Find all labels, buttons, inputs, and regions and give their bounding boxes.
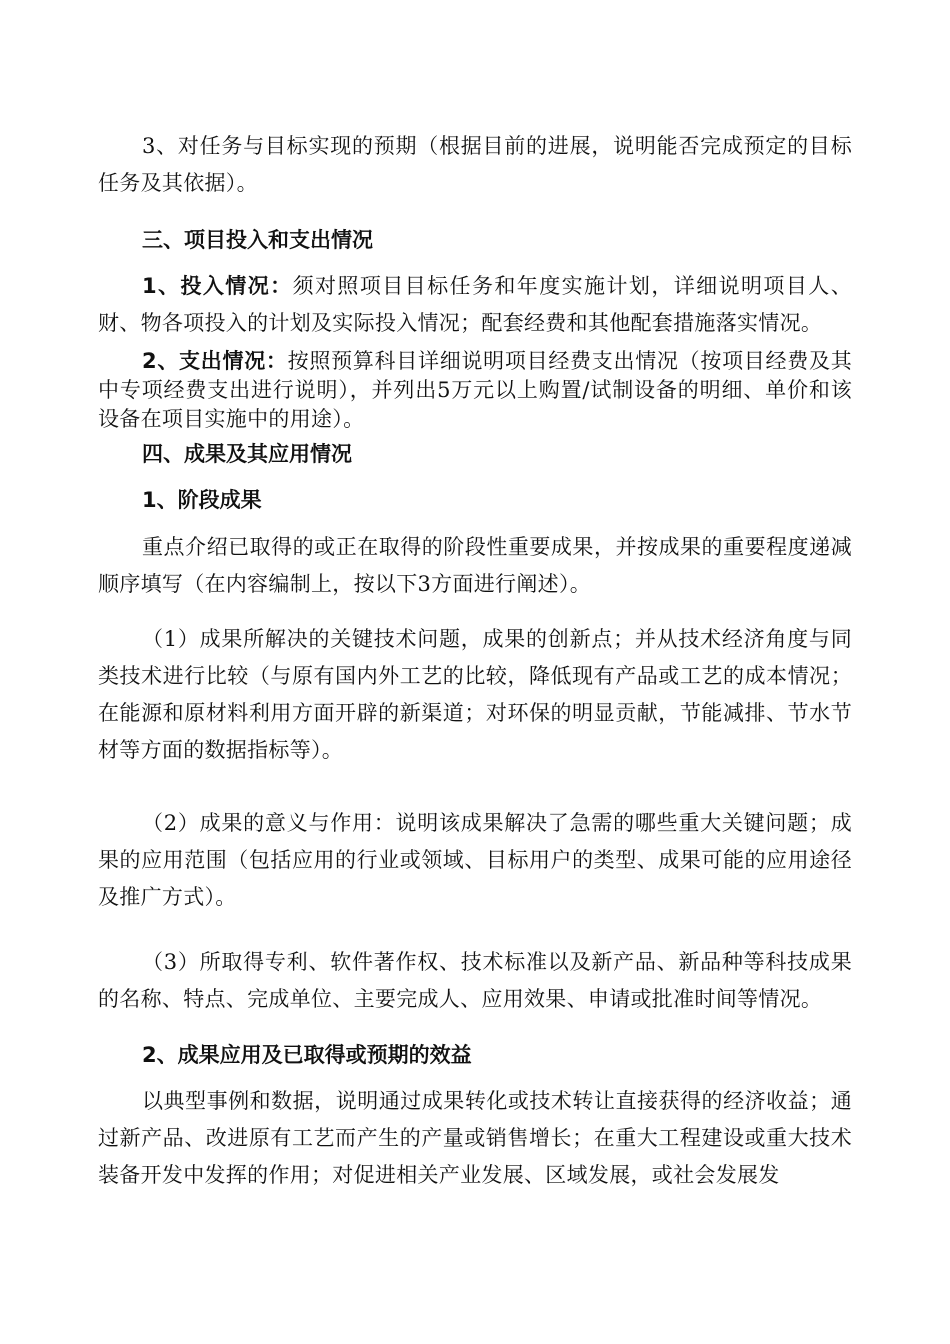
paragraph-task-expectation: 3、对任务与目标实现的预期（根据目前的进展，说明能否完成预定的目标任务及其依据）。 bbox=[98, 134, 852, 195]
paragraph-expense-body: 按照预算科目详细说明项目经费支出情况（按项目经费及其中专项经费支出进行说明），并列出5万元以上购置/试制设备的明细、单价和该设备在项目实施中的用途）。 bbox=[98, 349, 852, 431]
subsection-heading-stage-results: 1、阶段成果 bbox=[142, 488, 262, 512]
section-heading-4: 四、成果及其应用情况 bbox=[142, 442, 352, 466]
paragraph-item-3: （3）所取得专利、软件著作权、技术标准以及新产品、新品种等科技成果的名称、特点、完成单位、主要完成人、应用效果、申请或批准时间等情况。 bbox=[98, 950, 852, 1011]
subsection-heading-benefits: 2、成果应用及已取得或预期的效益 bbox=[142, 1043, 472, 1067]
paragraph-item-1: （1）成果所解决的关键技术问题，成果的创新点；并从技术经济角度与同类技术进行比较（与原有国内外工艺的比较，降低现有产品或工艺的成本情况；在能源和原材料利用方面开辟的新渠道；对环保的明显贡献，节能减排、节水节材等方面的数据指标等）。 bbox=[98, 627, 852, 762]
paragraph-benefits: 以典型事例和数据，说明通过成果转化或技术转让直接获得的经济收益；通过新产品、改进原有工艺而产生的产量或销售增长；在重大工程建设或重大技术装备开发中发挥的作用；对促进相关产业发展、区域发展，或社会发展发 bbox=[98, 1089, 852, 1187]
paragraph-input-lead: 1、投入情况： bbox=[142, 274, 293, 298]
section-heading-3: 三、项目投入和支出情况 bbox=[142, 228, 373, 252]
paragraph-expense-lead: 2、支出情况： bbox=[142, 349, 288, 373]
paragraph-input-body: 须对照项目目标任务和年度实施计划，详细说明项目人、财、物各项投入的计划及实际投入情况；配套经费和其他配套措施落实情况。 bbox=[98, 274, 853, 335]
paragraph-expense bbox=[98, 347, 852, 434]
paragraph-item-2: （2）成果的意义与作用：说明该成果解决了急需的哪些重大关键问题；成果的应用范围（包括应用的行业或领域、目标用户的类型、成果可能的应用途径及推广方式）。 bbox=[98, 811, 852, 909]
paragraph-stage-results: 重点介绍已取得的或正在取得的阶段性重要成果，并按成果的重要程度递减顺序填写（在内容编制上，按以下3方面进行阐述）。 bbox=[98, 535, 852, 596]
paragraph-input bbox=[98, 268, 852, 342]
